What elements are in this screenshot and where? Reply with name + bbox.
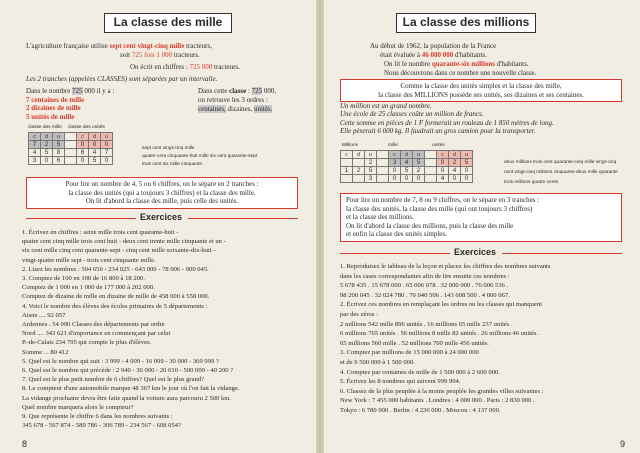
exercise-line: Comptez de 1 000 en 1 000 de 177 000 à 202 000. — [22, 284, 155, 292]
analysis-text: Dans le nombre — [26, 87, 71, 95]
intro-text-end: d'habitants. — [496, 60, 529, 68]
order-word: dizaines, — [227, 105, 253, 113]
exercise-line: vingt-quatre mille sept - trois cent cinquante mille. — [22, 256, 156, 264]
exercise-line: 6 millions 765 unités . 56 millions 8 mille 82 unités . 26 millions 46 unités . — [340, 330, 540, 338]
exercise-line: 5. Quel est le nombre qui suit : 3 999 - 4 009 - 16 099 - 30 000 - 369 999 ? — [22, 357, 219, 365]
exercise-line: Comptez de dizaine de mille en dizaine de mille de 458 000 à 558 000. — [22, 293, 210, 301]
exercise-line: 3. Comptez par millions de 15 000 000 à 24 000 000 — [340, 349, 479, 357]
intro-line-2 — [120, 51, 200, 59]
classes-note: Les 2 tranches (appelées CLASSES) sont séparées par un intervalle. — [26, 75, 218, 83]
rule-line: la classe des unités (qui a toujours 3 chiffres) et la classe des mille. — [68, 188, 256, 197]
exercise-line: 3. Comptez de 100 en 100 de 16 800 à 18 200. — [22, 275, 145, 283]
rule-box — [340, 193, 622, 242]
table-head-mille: classe des mille — [28, 125, 62, 130]
exercise-line: La vidange prochaine devra être faite quand la voiture aura parcouru 2 500 km. — [22, 394, 232, 402]
page-title: La classe des millions — [396, 13, 536, 33]
divider — [340, 253, 450, 254]
table-head-unites: classe des unités — [68, 125, 105, 130]
exercises-title: Exercices — [140, 212, 183, 222]
intro-text-end: tracteurs, — [186, 42, 212, 50]
intro-highlight: sept cent vingt-cinq mille — [109, 42, 185, 50]
exercise-line: 8. Le compteur d'une automobile marque 48 367 km le jour où l'on fait la vidange. — [22, 385, 240, 393]
intro-highlight: 725 fois 1 000 — [131, 51, 173, 59]
rule-line: Pour lire un nombre de 4, 5 ou 6 chiffres, on le sépare en 2 tranches : — [65, 180, 259, 188]
rule-line: Pour lire un nombre de 7, 8 ou 9 chiffres, on le sépare en 3 tranches : — [346, 196, 540, 204]
divider — [26, 218, 136, 219]
intro-line-1: Au début de 1962, la population de la France — [370, 42, 497, 50]
millions-box — [340, 79, 622, 102]
exercise-line: Quel nombre marquera alors le compteur? — [22, 403, 134, 411]
intro-highlight: 46 000 000 — [421, 51, 454, 59]
page-number: 8 — [22, 439, 28, 449]
analysis-text: 000 il y a : — [84, 87, 115, 95]
million-facts — [340, 102, 554, 136]
rule-line: la classe des unités, la classe des mille (qui ont toujours 3 chiffres) — [346, 204, 533, 213]
number-analysis — [26, 87, 114, 95]
table-head-millions: Millions — [342, 143, 358, 148]
intro-line-2 — [380, 51, 487, 59]
divider — [188, 218, 298, 219]
exercise-line: P.-de-Calais 234 795 qui compte le plus d'élèves. — [22, 339, 152, 347]
intro-highlight: quarante-six millions — [431, 60, 496, 68]
exercise-line: 5 678 435 . 15 678 000 . 65 006 078 . 32 000 000 . 76 006 536 . — [340, 282, 509, 290]
table-row-desc-2: cent vingt-cinq millions cinquante-deux mille quarante — [504, 170, 618, 175]
place-value-table: c d u c d u 7 2 5 0 0 0 4 5 8 6 4 7 3 0 6 0 5 0 — [28, 132, 113, 165]
page-number: 9 — [620, 439, 626, 449]
exercise-line: quatre cent cinq mille trois cent huit - deux cent trente mille cinquante et un - — [22, 238, 226, 246]
intro-text-end: tracteurs. — [173, 51, 200, 59]
order-word: centaines, — [198, 105, 226, 113]
analysis-number: 725 — [72, 87, 83, 95]
rule-line: On lit d'abord la classe des mille, puis celle des unités. — [85, 197, 239, 206]
intro-text-end: tracteurs. — [214, 63, 240, 71]
intro-text-end: d'habitants. — [455, 51, 487, 59]
exercise-line: dans les cases correspondantes afin de lire ensuite ces nombres : — [340, 272, 510, 280]
exercise-line: 345 678 - 567 874 - 589 786 - 306 789 - 234 567 - 608 054? — [22, 422, 181, 430]
exercise-line: 9. Que représente le chiffre 6 dans les nombres suivants : — [22, 413, 173, 421]
order-word: unités. — [253, 105, 273, 113]
exercise-line: 4. Comptez par centaines de mille de 1 500 000 à 2 600 000. — [340, 368, 500, 376]
table-row-desc-2: quatre cent cinquante-huit mille six cent quarante-sept — [142, 154, 258, 159]
divider — [502, 253, 622, 254]
table-row-desc-1: deux millions trois cent quarante-cinq mille vingt-cinq — [504, 160, 617, 165]
intro-text: L'agriculture française utilise — [26, 42, 108, 50]
analysis-text: : — [247, 87, 250, 95]
fact-line: Une école de 25 classes coûte un million de francs. — [340, 110, 484, 119]
box-line: Comme la classe des unités simples et la classe des mille, — [400, 82, 562, 90]
exercise-line: et de 9 500 000 à 1 500 000. — [340, 358, 415, 366]
exercise-line: 1. Reproduisez le tableau de la leçon et placez les chiffres des nombres suivants — [340, 263, 551, 270]
page-title: La classe des mille — [104, 13, 232, 33]
intro-line-1 — [26, 42, 212, 50]
intro-text: était évaluée à — [380, 51, 421, 59]
table-head-mille: mille — [388, 143, 398, 148]
fact-line: Cette somme en pièces de 1 F formerait un rouleau de 1 850 mètres de long. — [340, 118, 554, 127]
exercise-line: 4. Voici le nombre des élèves des écoles primaires de 5 départements : — [22, 302, 208, 310]
exercise-line: Aisne .... 92 057 — [22, 311, 66, 319]
book-gutter — [316, 0, 324, 453]
exercises-title: Exercices — [454, 247, 497, 257]
class-analysis — [198, 87, 276, 95]
exercise-list — [22, 228, 240, 430]
place-value-table: c d u c d u c d u 2 3 4 5 0 2 5 1 2 5 0 5 2 0 4 0 3 0 0 0 4 0 0 — [340, 150, 473, 183]
order-list — [26, 96, 84, 121]
rule-box — [26, 177, 298, 209]
intro-text: On lit le nombre — [384, 60, 431, 68]
intro-text: On écrit en chiffres : — [130, 63, 188, 71]
exercise-line: Nord .... 343 621 d'importance en commençant par celui — [22, 330, 171, 338]
orders-words — [198, 105, 272, 113]
fact-line: Un million est un grand nombre. — [340, 102, 432, 110]
exercise-line: 2 millions 542 mille 896 unités . 16 millions 65 mille 237 unités . — [340, 320, 513, 328]
exercise-line: Ardennes . 54 090 Classes des départements par ordre — [22, 321, 165, 329]
exercise-line: Somme ... 80 412 — [22, 348, 69, 356]
exercise-line: 65 millions 560 mille . 52 millions 700 mille 456 unités. — [340, 339, 489, 347]
right-page — [324, 0, 640, 453]
rule-line: et la classe des millions. — [346, 213, 414, 222]
rule-line: et enfin la classe des unités simples. — [346, 230, 447, 239]
order-units: 5 unités de mille — [26, 112, 75, 121]
analysis-text: 000, — [263, 87, 277, 95]
exercise-line: 2. Lisez les nombres : 504 650 - 234 025 - 643 000 - 78 006 - 900 045. — [22, 265, 209, 273]
exercise-line: 1. Écrivez en chiffres : seize mille trois cent quarante-huit - — [22, 229, 179, 236]
intro-line-3 — [130, 63, 240, 71]
analysis-text: classe — [229, 87, 247, 95]
exercise-list — [340, 262, 550, 416]
exercise-line: six cent mille cinq cent quarante-sept - cinq cent mille soixante-dix-huit - — [22, 247, 216, 255]
rule-line: On lit d'abord la classe des millions, puis la classe des mille — [346, 221, 514, 230]
intro-highlight: 725 000 — [189, 63, 213, 71]
order-hundreds: 7 centaines de mille — [26, 96, 85, 104]
table-head-unites: unités — [432, 143, 445, 148]
exercise-line: 2. Écrivez ces nombres en remplaçant les ordres ou les classes qui manquent — [340, 301, 542, 309]
exercise-line: 98 200 045 . 32 024 780 . 70 040 506 . 143 608 500 . 4 000 067. — [340, 291, 510, 299]
analysis-number: 725 — [251, 87, 263, 95]
table-row-desc-3: trois cent six mille cinquante — [142, 162, 202, 167]
exercise-line: 6. Quel est le nombre qui précède : 2 940 - 30 000 - 20 010 - 500 000 - 40 200 ? — [22, 367, 234, 375]
exercise-line: New York : 7 455 000 habitants . Londres : 4 000 000 . Paris : 2 830 000 . — [340, 397, 535, 405]
box-line: la classe des MILLIONS possède ses unités, ses dizaines et ses centaines. — [378, 90, 584, 99]
exercise-line: par des zéros : — [340, 310, 378, 318]
exercise-line: 5. Écrivez les 8 nombres qui suivent 999 994. — [340, 378, 461, 386]
order-tens: 2 dizaines de mille — [26, 104, 81, 113]
exercise-line: 7. Quel est le plus petit nombre de 6 chiffres? Quel est le plus grand? — [22, 376, 205, 384]
table-row-desc-3: trois millions quatre cents — [504, 180, 559, 185]
analysis-text: Dans cette — [198, 87, 228, 95]
exercise-line: Tokyo : 6 780 000 . Berlin : 4 236 000 . Moscou : 4 137 000. — [340, 406, 501, 414]
exercise-line: 6. Classez de la plus peuplée à la moins peuplée les grandes villes suivantes : — [340, 387, 544, 395]
orders-line: on retrouve les 3 ordres : — [198, 96, 268, 104]
left-page — [0, 0, 316, 453]
intro-line-4: Nous découvrons dans ce nombre une nouvelle classe. — [384, 69, 537, 77]
table-row-desc-1: sept cent vingt-cinq mille — [142, 146, 195, 151]
fact-line: Elle pèserait 6 000 kg. Il faudrait un gros camion pour la transporter. — [340, 127, 536, 136]
intro-line-3 — [384, 60, 529, 68]
intro-text: soit — [120, 51, 131, 59]
